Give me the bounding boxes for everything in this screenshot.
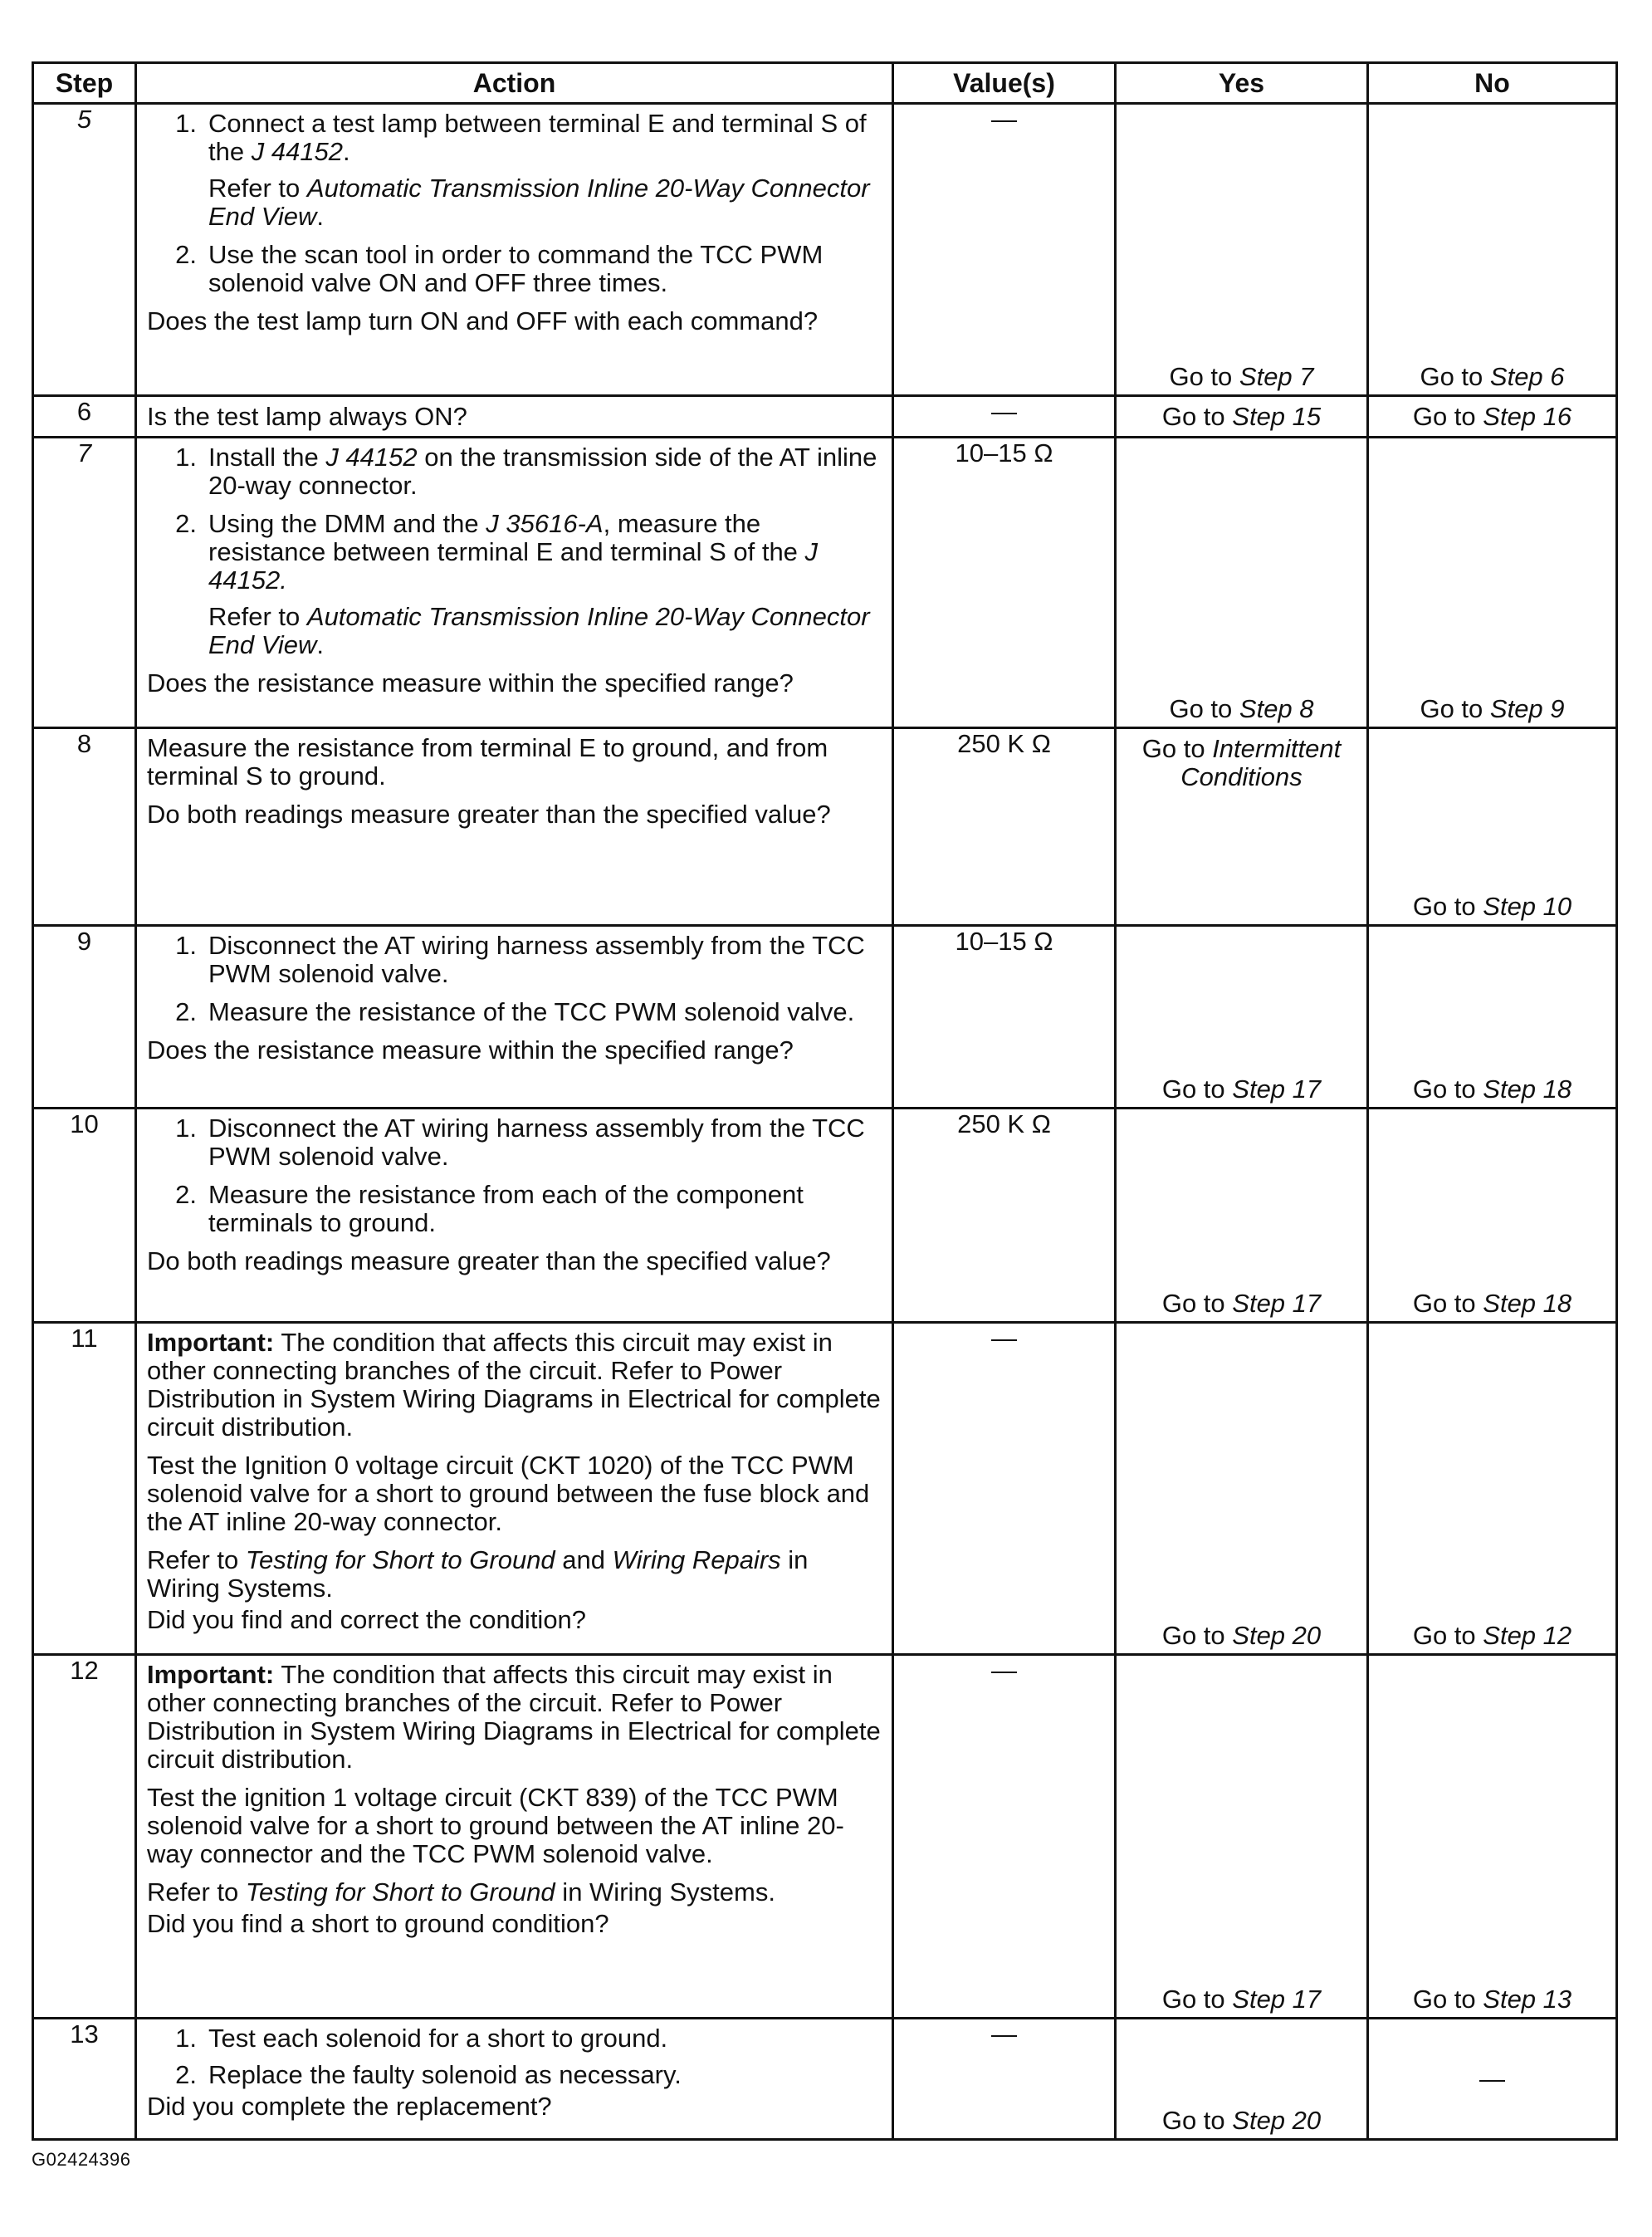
value-cell: 10–15 Ω: [893, 438, 1116, 728]
item-text: Install the J 44152 on the transmission side of the AT inline 20-way connector.: [208, 443, 877, 500]
yes-cell: Go to Step 20: [1116, 1323, 1368, 1655]
header-yes: Yes: [1116, 63, 1368, 104]
action-paragraph: Test the ignition 1 voltage circuit (CKT 839) of the TCC PWM solenoid valve for a short to ground between the AT inline 20-way connector and the TCC PWM solenoid valve.: [147, 1783, 844, 1868]
action-cell: [136, 1109, 893, 1323]
step-number: 8: [33, 728, 136, 926]
value-cell: 250 K Ω: [893, 728, 1116, 926]
value-cell: 10–15 Ω: [893, 926, 1116, 1109]
list-item: [147, 443, 883, 500]
table-header-row: [33, 63, 1617, 104]
list-item: [147, 1181, 883, 1237]
question-text: Do both readings measure greater than the specified value?: [147, 1246, 831, 1275]
action-cell: [136, 1323, 893, 1655]
item-number: 1.: [175, 931, 197, 960]
question-text: Did you complete the replacement?: [147, 2092, 552, 2121]
important-note: Important: The condition that affects this circuit may exist in other connecting branches of the circuit. Refer to Power Distribution in System Wiring Diagrams in Electrical for complete circuit distribution.: [147, 1328, 881, 1442]
yes-cell: Go to Step 17: [1116, 1655, 1368, 2019]
no-cell: [1368, 2019, 1617, 2140]
item-number: 2.: [175, 1180, 197, 1209]
table-row: [33, 2019, 1617, 2140]
list-item: [147, 932, 883, 988]
item-text: Replace the faulty solenoid as necessary.: [208, 2060, 682, 2089]
table-row: [33, 728, 1617, 926]
item-text: Measure the resistance of the TCC PWM solenoid valve.: [208, 997, 855, 1026]
no-cell: Go to Step 18: [1368, 926, 1617, 1109]
step-number: 13: [33, 2019, 136, 2140]
action-cell: Is the test lamp always ON?: [136, 396, 893, 438]
action-cell: [136, 438, 893, 728]
no-cell: Go to Step 12: [1368, 1323, 1617, 1655]
action-cell: [136, 926, 893, 1109]
value-cell: —: [893, 396, 1116, 438]
no-cell: Go to Step 13: [1368, 1655, 1617, 2019]
value-cell: —: [893, 1655, 1116, 2019]
table-row: [33, 104, 1617, 396]
yes-cell: Go to Intermittent Conditions: [1116, 728, 1368, 926]
action-cell: [136, 728, 893, 926]
header-step: Step: [33, 63, 136, 104]
step-number: 12: [33, 1655, 136, 2019]
item-number: 2.: [175, 509, 197, 538]
yes-cell: Go to Step 8: [1116, 438, 1368, 728]
step-number: 9: [33, 926, 136, 1109]
table-row: [33, 1655, 1617, 2019]
item-text: Test each solenoid for a short to ground.: [208, 2024, 668, 2053]
step-number: 11: [33, 1323, 136, 1655]
item-number: 1.: [175, 2024, 197, 2053]
action-paragraph: Measure the resistance from terminal E to ground, and from terminal S to ground.: [147, 733, 828, 791]
list-item: [147, 998, 883, 1026]
no-value: —: [1479, 2063, 1505, 2093]
action-cell: [136, 1655, 893, 2019]
figure-id: G02424396: [32, 2149, 131, 2170]
step-number: 7: [33, 438, 136, 728]
item-number: 1.: [175, 1114, 197, 1143]
list-item: [147, 1114, 883, 1171]
action-cell: [136, 2019, 893, 2140]
no-cell: Go to Step 9: [1368, 438, 1617, 728]
item-text: Disconnect the AT wiring harness assembly from the TCC PWM solenoid valve.: [208, 1114, 865, 1171]
value-cell: —: [893, 2019, 1116, 2140]
question-text: Does the test lamp turn ON and OFF with each command?: [147, 306, 819, 335]
table-row: [33, 438, 1617, 728]
question-text: Did you find and correct the condition?: [147, 1605, 587, 1634]
item-reference: Refer to Automatic Transmission Inline 20-Way Connector End View.: [208, 602, 870, 659]
item-number: 2.: [175, 997, 197, 1026]
action-cell: [136, 104, 893, 396]
no-cell: Go to Step 6: [1368, 104, 1617, 396]
yes-cell: Go to Step 15: [1116, 396, 1368, 438]
no-cell: Go to Step 18: [1368, 1109, 1617, 1323]
list-item: [147, 241, 883, 297]
list-item: [147, 110, 883, 231]
question-text: Does the resistance measure within the specified range?: [147, 668, 794, 698]
action-reference: Refer to Testing for Short to Ground and Wiring Repairs in Wiring Systems.: [147, 1545, 809, 1603]
important-note: Important: The condition that affects this circuit may exist in other connecting branches of the circuit. Refer to Power Distribution in System Wiring Diagrams in Electrical for complete circuit distribution.: [147, 1660, 881, 1774]
diagnostic-table: [32, 61, 1618, 2141]
value-cell: 250 K Ω: [893, 1109, 1116, 1323]
no-cell: Go to Step 10: [1368, 728, 1617, 926]
yes-cell: Go to Step 17: [1116, 1109, 1368, 1323]
item-number: 1.: [175, 443, 197, 472]
item-number: 1.: [175, 109, 197, 138]
yes-cell: Go to Step 20: [1116, 2019, 1368, 2140]
step-number: 5: [33, 104, 136, 396]
list-item: [147, 2061, 883, 2089]
question-text: Does the resistance measure within the specified range?: [147, 1035, 794, 1065]
item-text: Using the DMM and the J 35616-A, measure the resistance between terminal E and terminal S of the J 44152. Refer to Automatic Transmission Inline 20-Way Connector End View.: [208, 510, 883, 659]
item-text: Measure the resistance from each of the component terminals to ground.: [208, 1180, 804, 1237]
item-text: Use the scan tool in order to command the TCC PWM solenoid valve ON and OFF three times.: [208, 240, 824, 297]
action-paragraph: Test the Ignition 0 voltage circuit (CKT 1020) of the TCC PWM solenoid valve for a short to ground between the fuse block and the AT inline 20-way connector.: [147, 1451, 870, 1536]
header-values: Value(s): [893, 63, 1116, 104]
item-text: Disconnect the AT wiring harness assembly from the TCC PWM solenoid valve.: [208, 931, 865, 988]
item-number: 2.: [175, 240, 197, 269]
step-number: 10: [33, 1109, 136, 1323]
table-row: [33, 926, 1617, 1109]
no-cell: Go to Step 16: [1368, 396, 1617, 438]
table-row: [33, 1109, 1617, 1323]
item-number: 2.: [175, 2060, 197, 2089]
list-item: [147, 510, 883, 659]
question-text: Do both readings measure greater than the specified value?: [147, 800, 831, 829]
yes-cell: Go to Step 17: [1116, 926, 1368, 1109]
value-cell: —: [893, 104, 1116, 396]
item-text: Connect a test lamp between terminal E and terminal S of the J 44152. Refer to Automatic Transmission Inline 20-Way Connector End View.: [208, 110, 883, 231]
list-item: [147, 2024, 883, 2053]
item-reference: Refer to Automatic Transmission Inline 20-Way Connector End View.: [208, 174, 870, 231]
step-number: 6: [33, 396, 136, 438]
yes-cell: Go to Step 7: [1116, 104, 1368, 396]
header-action: Action: [136, 63, 893, 104]
action-reference: Refer to Testing for Short to Ground in Wiring Systems.: [147, 1877, 775, 1907]
question-text: Did you find a short to ground condition?: [147, 1909, 609, 1938]
value-cell: —: [893, 1323, 1116, 1655]
table-row: [33, 1323, 1617, 1655]
table-row: [33, 396, 1617, 438]
header-no: No: [1368, 63, 1617, 104]
